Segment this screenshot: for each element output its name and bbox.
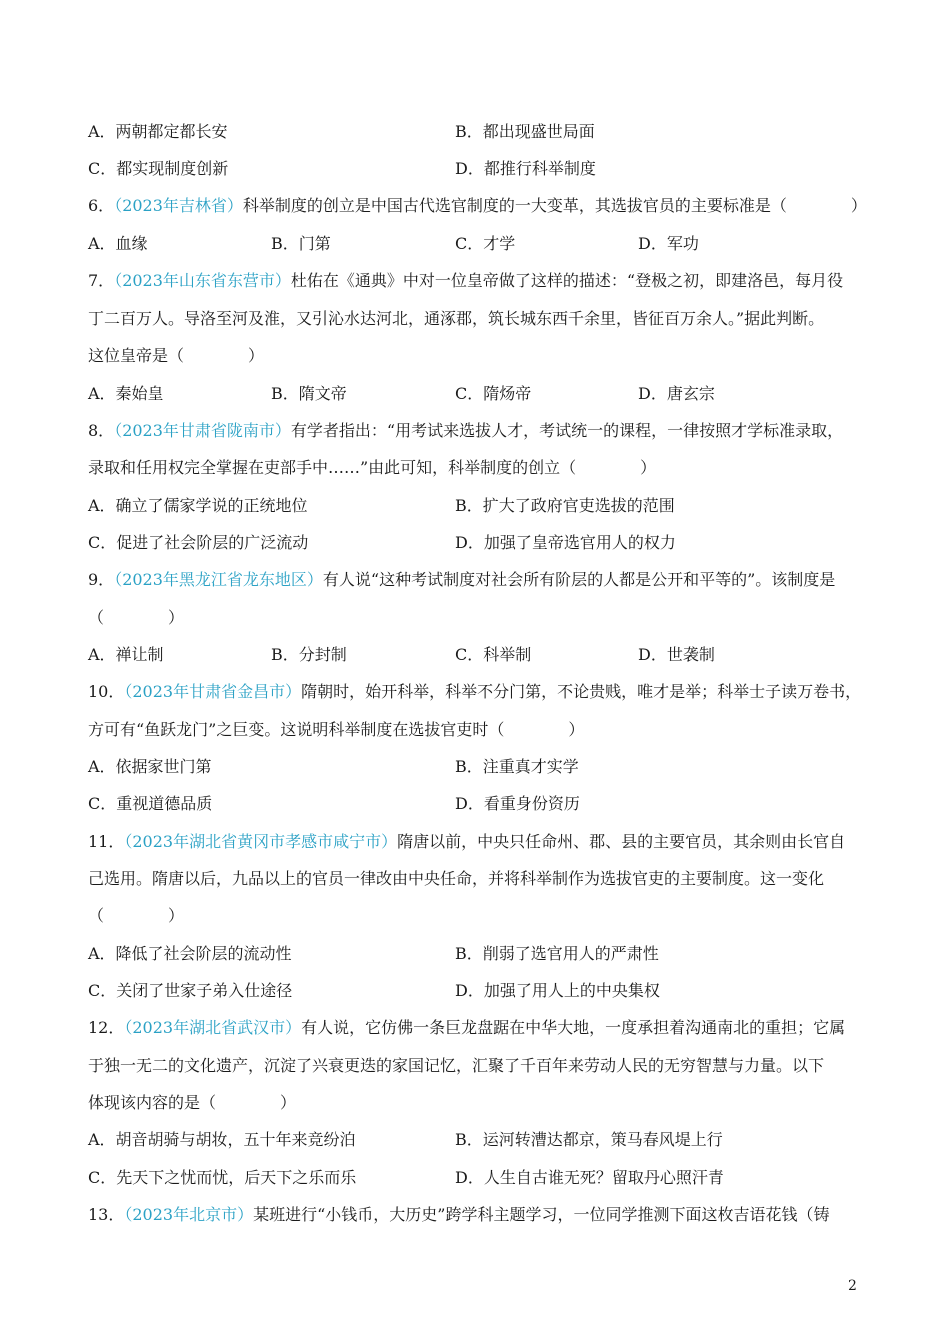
q7-number: 7． xyxy=(88,271,115,290)
q7-stem-line-1 xyxy=(88,271,868,291)
q6-stem xyxy=(88,196,868,216)
q12-stem-line-1 xyxy=(88,1018,868,1038)
q11-source: （2023年湖北省黄冈市孝感市咸宁市） xyxy=(124,832,398,851)
q7-option-a: A．秦始皇 xyxy=(88,384,164,403)
q12-stem-line-2: 于独一无二的文化遗产，沉淀了兴衰更迭的家国记忆，汇聚了千百年来劳动人民的无穷智慧与力量。以下 xyxy=(88,1056,825,1075)
q7-option-b: B．隋文帝 xyxy=(271,384,347,403)
q11-option-a: A．降低了社会阶层的流动性 xyxy=(88,944,292,963)
q12-option-d: D．人生自古谁无死？留取丹心照汗青 xyxy=(455,1168,724,1187)
q5-option-b: B．都出现盛世局面 xyxy=(455,122,595,141)
q11-number: 11． xyxy=(88,832,125,851)
q9-option-d: D．世袭制 xyxy=(638,645,715,664)
q9-option-a: A．禅让制 xyxy=(88,645,164,664)
q13-text-1: 某班进行“小钱币，大历史”跨学科主题学习，一位同学推测下面这枚吉语花钱（铸 xyxy=(253,1205,830,1224)
q8-option-b: B．扩大了政府官吏选拔的范围 xyxy=(455,496,675,515)
q7-stem-line-3: 这位皇帝是（ ） xyxy=(88,346,265,365)
q11-option-d: D．加强了用人上的中央集权 xyxy=(455,981,660,1000)
q10-option-a: A．依据家世门第 xyxy=(88,757,212,776)
q9-source: （2023年黑龙江省龙东地区） xyxy=(114,570,323,589)
q10-option-b: B．注重真才实学 xyxy=(455,757,579,776)
q12-option-b: B．运河转漕达都京，策马春风堤上行 xyxy=(455,1130,723,1149)
q11-text-1: 隋唐以前，中央只任命州、郡、县的主要官员，其余则由长官自 xyxy=(397,832,846,851)
q10-option-d: D．看重身份资历 xyxy=(455,794,580,813)
q5-option-c: C．都实现制度创新 xyxy=(88,159,229,178)
q7-stem-line-2: 丁二百万人。导洛至河及淮，又引沁水达河北，通涿郡，筑长城东西千余里，皆征百万余人。”据此判断。 xyxy=(88,309,825,328)
q6-option-c: C．才学 xyxy=(455,234,516,253)
q7-option-d: D．唐玄宗 xyxy=(638,384,715,403)
q8-option-a: A．确立了儒家学说的正统地位 xyxy=(88,496,308,515)
q13-number: 13． xyxy=(88,1205,125,1224)
q8-text-1: 有学者指出：“用考试来选拔人才，考试统一的课程，一律按照才学标准录取， xyxy=(290,421,844,440)
q8-stem-line-2: 录取和任用权完全掌握在吏部手中……”由此可知，科举制度的创立（ ） xyxy=(88,458,657,477)
q11-stem-line-2: 己选用。隋唐以后，九品以上的官员一律改由中央任命，并将科举制作为选拔官吏的主要制度。这一变化 xyxy=(88,869,825,888)
q8-option-c: C．促进了社会阶层的广泛流动 xyxy=(88,533,309,552)
q7-source: （2023年山东省东营市） xyxy=(114,271,291,290)
q6-option-b: B．门第 xyxy=(271,234,331,253)
q13-stem-line-1 xyxy=(88,1205,868,1225)
q9-stem-line-1 xyxy=(88,570,868,590)
q9-number: 9． xyxy=(88,570,115,589)
q11-option-b: B．削弱了选官用人的严肃性 xyxy=(455,944,659,963)
q13-source: （2023年北京市） xyxy=(124,1205,254,1224)
q6-text: 科举制度的创立是中国古代选官制度的一大变革，其选拔官员的主要标准是（ ） xyxy=(242,196,867,215)
q5-option-d: D．都推行科举制度 xyxy=(455,159,596,178)
q6-option-d: D．军功 xyxy=(638,234,699,253)
q12-number: 12． xyxy=(88,1018,125,1037)
q10-number: 10． xyxy=(88,682,125,701)
q8-stem-line-1 xyxy=(88,421,868,441)
q10-source: （2023年甘肃省金昌市） xyxy=(124,682,302,701)
q10-text-1: 隋朝时，始开科举，科举不分门第，不论贵贱，唯才是举；科举士子读万卷书， xyxy=(301,682,862,701)
q9-option-b: B．分封制 xyxy=(271,645,347,664)
q11-stem-line-1 xyxy=(88,832,868,852)
q6-option-a: A．血缘 xyxy=(88,234,148,253)
q10-stem-line-1 xyxy=(88,682,868,702)
q7-option-c: C．隋炀帝 xyxy=(455,384,532,403)
q8-option-d: D．加强了皇帝选官用人的权力 xyxy=(455,533,676,552)
q10-option-c: C．重视道德品质 xyxy=(88,794,213,813)
page-number: 2 xyxy=(848,1278,857,1294)
q12-source: （2023年湖北省武汉市） xyxy=(124,1018,302,1037)
q6-source: （2023年吉林省） xyxy=(114,196,243,215)
q5-option-a: A．两朝都定都长安 xyxy=(88,122,228,141)
q6-number: 6． xyxy=(88,196,115,215)
q9-stem-line-2: （ ） xyxy=(88,608,185,627)
q9-option-c: C．科举制 xyxy=(455,645,532,664)
q7-text-1: 杜佑在《通典》中对一位皇帝做了这样的描述：“登极之初，即建洛邑，每月役 xyxy=(290,271,844,290)
q11-option-c: C．关闭了世家子弟入仕途径 xyxy=(88,981,293,1000)
q12-option-a: A．胡音胡骑与胡妆，五十年来竞纷泊 xyxy=(88,1130,356,1149)
q12-stem-line-3: 体现该内容的是（ ） xyxy=(88,1093,297,1112)
q9-text-1: 有人说“这种考试制度对社会所有阶层的人都是公开和平等的”。该制度是 xyxy=(322,570,836,589)
q8-number: 8． xyxy=(88,421,115,440)
q11-stem-line-3: （ ） xyxy=(88,906,185,925)
q12-text-1: 有人说，它仿佛一条巨龙盘踞在中华大地，一度承担着沟通南北的重担；它属 xyxy=(301,1018,846,1037)
q12-option-c: C．先天下之忧而忧，后天下之乐而乐 xyxy=(88,1168,357,1187)
q10-stem-line-2: 方可有“鱼跃龙门”之巨变。这说明科举制度在选拔官吏时（ ） xyxy=(88,720,585,739)
q8-source: （2023年甘肃省陇南市） xyxy=(114,421,291,440)
